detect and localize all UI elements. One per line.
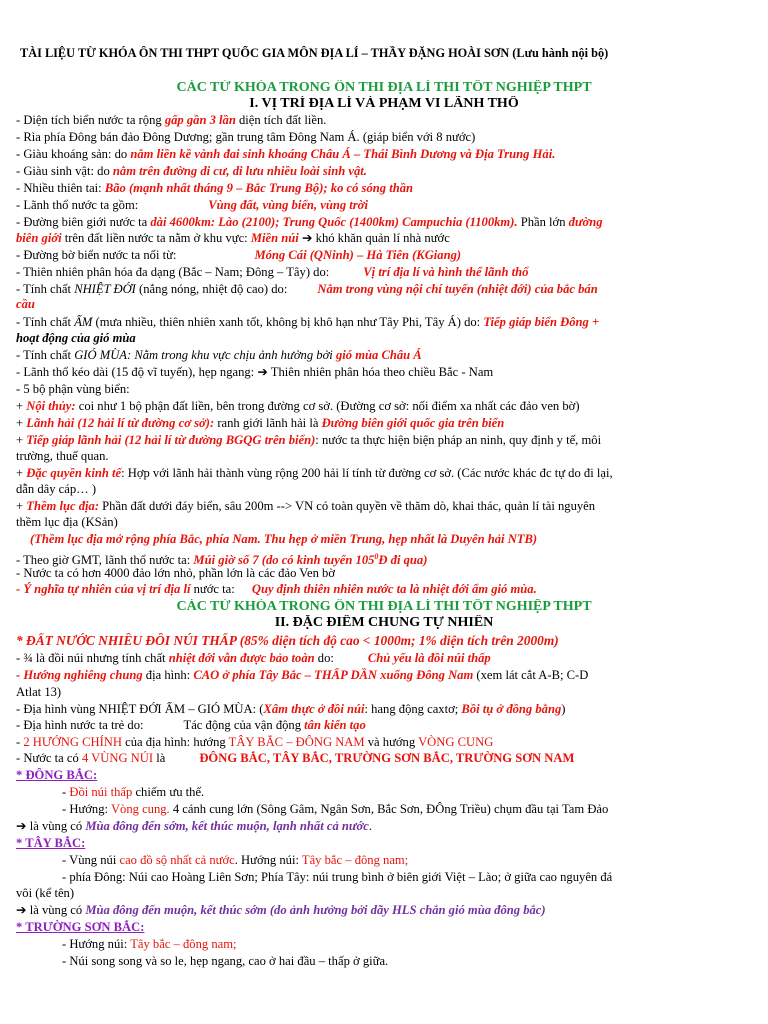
line-9: - Đường bờ biển nước ta nối từ: Móng Cái (QNinh) – Hà Tiên (KGiang) <box>16 248 462 262</box>
line-6: - Lãnh thổ nước ta gồm: Vùng đất, vùng biển, vùng trời <box>16 198 368 212</box>
line-8: biên giới trên đất liền nước ta nằm ở khu vực: Miền núi ➔ khó khăn quản lí nhà nước <box>16 231 450 245</box>
line-26: (Thềm lục địa mở rộng phía Bắc, phía Nam. Thu hẹp ở miền Trung, hẹp nhất là Duyên hải NTB) <box>30 532 538 546</box>
line-tb4: ➔ là vùng có Mùa đông đến muộn, kết thúc sớm (do ảnh hưởng bởi dãy HLS chắn gió mùa đông bắc) <box>16 903 546 917</box>
line-m5: - Địa hình vùng NHIỆT ĐỚI ẨM – GIÓ MÙA: (Xâm thực ở đồi núi: hang động caxtơ; Bồi tụ ở đồng bằng) <box>16 702 566 716</box>
line-1: - Diện tích biển nước ta rộng gấp gần 3 lần diện tích đất liền. <box>16 113 327 127</box>
line-tb2: - phía Đông: Núi cao Hoàng Liên Sơn; Phía Tây: núi trung bình ở biên giới Việt – Lào; ở giữa cao nguyên đá <box>62 870 613 884</box>
line-15: - Tính chất GIÓ MÙA: Nằm trong khu vực chịu ảnh hưởng bởi gió mùa Châu Á <box>16 348 422 362</box>
line-m3: - Hướng nghiêng chung địa hình: CAO ở phía Tây Bắc – THẤP DẦN xuống Đông Nam (xem lát cắt A-B; C-D <box>16 668 589 682</box>
line-29: - Ý nghĩa tự nhiên của vị trí địa lí nước ta: Quy định thiên nhiên nước ta là nhiệt đới ẩm gió mùa. <box>16 582 537 596</box>
line-17: - 5 bộ phận vùng biển: <box>16 382 130 396</box>
heading-dong-bac: * ĐÔNG BẮC: <box>16 768 98 782</box>
line-13: - Tính chất ẨM (mưa nhiều, thiên nhiên xanh tốt, không bị khô hạn như Tây Phi, Tây Á) do: Tiếp giáp biển Đông + <box>16 315 600 329</box>
section-heading-1: I. VỊ TRÍ ĐỊA LÍ VÀ PHẠM VI LÃNH THỔ <box>249 96 519 111</box>
line-m2: - ¾ là đồi núi nhưng tính chất nhiệt đới vẫn được bảo toàn do: Chủ yếu là đồi núi thấp <box>16 651 491 665</box>
line-db2: - Hướng: Vòng cung. 4 cánh cung lớn (Sông Gâm, Ngân Sơn, Bắc Sơn, ĐÔng Triều) chụm đầu tại Tam Đảo <box>62 802 609 816</box>
line-tsb2: - Núi song song và so le, hẹp ngang, cao ở hai đầu – thấp ở giữa. <box>62 954 389 968</box>
line-19: + Lãnh hải (12 hải lí từ đường cơ sở): ranh giới lãnh hải là Đường biên giới quốc gia trên biển <box>16 416 505 430</box>
line-tb3: vôi (kể tên) <box>16 886 75 900</box>
line-m8: - Nước ta có 4 VÙNG NÚI là ĐÔNG BẮC, TÂY BẮC, TRƯỜNG SƠN BẮC, TRƯỜNG SƠN NAM <box>16 751 575 765</box>
heading-truong-son-bac: * TRƯỜNG SƠN BẮC: <box>16 920 145 934</box>
line-21: trường, thuế quan. <box>16 449 109 463</box>
line-28: - Nước ta có hơn 4000 đảo lớn nhỏ, phần lớn là các đảo Ven bờ <box>16 566 335 580</box>
line-2: - Rìa phía Đông bán đảo Đông Dương; gần trung tâm Đông Nam Á. (giáp biển với 8 nước) <box>16 130 476 144</box>
line-3: - Giàu khoáng sản: do nằm liền kề vành đai sinh khoáng Châu Á – Thái Bình Dương và Địa Trung Hải. <box>16 147 556 161</box>
line-14: hoạt động của gió mùa <box>16 331 136 345</box>
line-23: dẫn dây cáp… ) <box>16 482 97 496</box>
heading-tay-bac: * TÂY BẮC: <box>16 836 86 850</box>
line-10: - Thiên nhiên phân hóa đa dạng (Bắc – Nam; Đông – Tây) do: Vị trí địa lí và hình thể lãnh thổ <box>16 265 529 279</box>
document-header: TÀI LIỆU TỪ KHÓA ÔN THI THPT QUỐC GIA MÔN ĐỊA LÍ – THẦY ĐẶNG HOÀI SƠN (Lưu hành nội bộ) <box>20 46 609 60</box>
keyword-title-2: CÁC TỪ KHÓA TRONG ÔN THI ĐỊA LÍ THI TỐT NGHIỆP THPT <box>176 599 592 614</box>
line-22: + Đặc quyền kinh tế: Hợp với lãnh hải thành vùng rộng 200 hải lí tính từ đường cơ sở. (Các nước khác đc tự do đi lại, <box>16 466 613 480</box>
line-11: - Tính chất NHIỆT ĐỚI (nắng nóng, nhiệt độ cao) do: Nằm trong vùng nội chí tuyến (nhiệt đới) của bắc bán <box>16 282 598 296</box>
section-heading-2: II. ĐẶC ĐIỂM CHUNG TỰ NHIÊN <box>274 615 494 630</box>
line-20: + Tiếp giáp lãnh hải (12 hải lí từ đường BGQG trên biển): nước ta thực hiện biện pháp an ninh, quy định y tế, môi <box>16 433 602 447</box>
line-m7: - 2 HƯỚNG CHÍNH của địa hình: hướng TÂY BẮC – ĐÔNG NAM và hướng VÒNG CUNG <box>16 735 494 749</box>
line-4: - Giàu sinh vật: do nằm trên đường di cư, di lưu nhiều loài sinh vật. <box>16 164 367 178</box>
line-18: + Nội thủy: coi như 1 bộ phận đất liền, bên trong đường cơ sở. (Đường cơ sở: nối điểm xa nhất các đảo ven bờ) <box>16 399 580 413</box>
line-16: - Lãnh thổ kéo dài (15 độ vĩ tuyến), hẹp ngang: ➔ Thiên nhiên phân hóa theo chiều Bắc - Nam <box>16 365 494 379</box>
line-db1: - Đồi núi thấp chiếm ưu thế. <box>62 785 205 799</box>
line-tsb1: - Hướng núi: Tây bắc – đông nam; <box>62 937 237 951</box>
line-24: + Thềm lục địa: Phần đất dưới đáy biển, sâu 200m --> VN có toàn quyền về thăm dò, khai thác, quản lí tài nguyên <box>16 499 596 513</box>
line-12: cầu <box>16 297 35 311</box>
line-m6: - Địa hình nước ta trẻ do: Tác động của vận động tân kiến tạo <box>16 718 366 732</box>
line-m4: Atlat 13) <box>16 685 62 699</box>
keyword-title-1: CÁC TỪ KHÓA TRONG ÔN THI ĐỊA LÍ THI TỐT NGHIỆP THPT <box>176 80 592 95</box>
line-db3: ➔ là vùng có Mùa đông đến sớm, kết thúc muộn, lạnh nhất cả nước. <box>16 819 372 833</box>
line-tb1: - Vùng núi cao đồ sộ nhất cả nước. Hướng núi: Tây bắc – đông nam; <box>62 853 409 867</box>
line-7: - Đường biên giới nước ta dài 4600km: Lào (2100); Trung Quốc (1400km) Campuchia (1100km). Phần lớn đường <box>16 215 603 229</box>
line-5: - Nhiều thiên tai: Bão (mạnh nhất tháng 9 – Bắc Trung Bộ); ko có sóng thần <box>16 181 413 195</box>
line-25: thềm lục địa (KSản) <box>16 515 118 529</box>
line-27: - Theo giờ GMT, lãnh thổ nước ta: Múi giờ số 7 (do có kinh tuyến $105^0Đ$ đi qua) <box>16 552 428 568</box>
line-m1: * ĐẤT NƯỚC NHIỀU ĐỒI NÚI THẤP (85% diện tích độ cao < 1000m; 1% diện tích trên 2000m) <box>16 633 559 648</box>
